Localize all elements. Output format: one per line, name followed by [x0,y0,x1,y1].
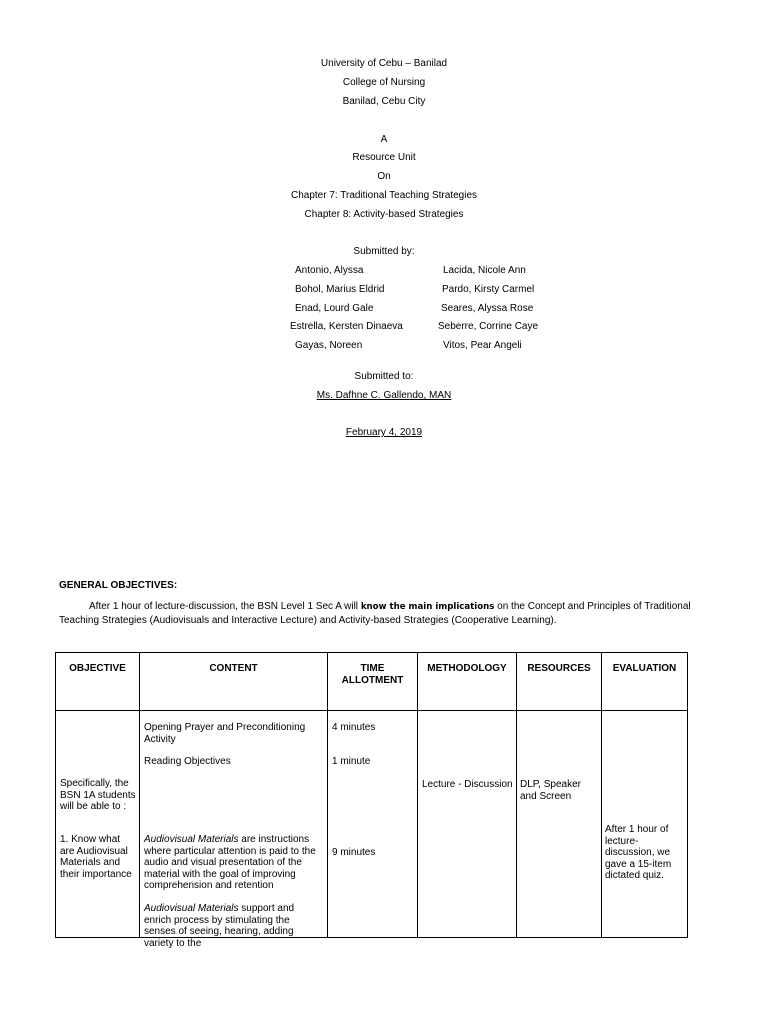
general-objectives-text: After 1 hour of lecture-discussion, the BSN Level 1 Sec A will know the main implications on the Concept and Principles of Traditional Teaching Strategies (Audiovisuals and Interactive Lecture) and Activity-based Strategies (Cooperative Learning). [59,601,691,626]
evaluation-text: After 1 hour of lecture-discussion, we gave a 15-item dictated quiz. [605,824,672,881]
objective-intro: Specifically, the BSN 1A students will be able to : [60,778,136,812]
objective-item-1: 1. Know what are Audiovisual Materials and their importance [60,834,132,880]
location: Banilad, Cebu City [342,96,426,107]
title-on: On [377,171,391,182]
header-content: CONTENT [140,653,328,711]
member-name: Gayas, Noreen [295,340,363,351]
member-name: Bohol, Marius Eldrid [295,284,385,295]
general-objectives-heading: GENERAL OBJECTIVES: [59,580,178,591]
content-reading: Reading Objectives [144,756,231,767]
title-resource-unit: Resource Unit [352,152,416,163]
header-objective: OBJECTIVE [56,653,140,711]
time-2: 1 minute [332,756,371,767]
submission-date: February 4, 2019 [345,427,423,438]
title-chapter7: Chapter 7: Traditional Teaching Strategies [290,190,478,201]
content-audiovisual-definition: Audiovisual Materials are instructions where particular attention is paid to the audio and visual presentation of the material with the goal of improving comprehension and retention [144,834,316,891]
content-audiovisual-support: Audiovisual Materials support and enrich process by stimulating the senses of seeing, hearing, adding variety to the [144,903,295,949]
member-name: Lacida, Nicole Ann [443,265,526,276]
methodology-cell [418,711,517,938]
header-evaluation: EVALUATION [602,653,688,711]
title-chapter8: Chapter 8: Activity-based Strategies [304,209,464,220]
submitted-by-label: Submitted by: [353,246,415,257]
member-name: Seares, Alyssa Rose [441,303,534,314]
methodology-text: Lecture - Discussion [422,779,513,790]
evaluation-cell [602,711,688,938]
member-name: Seberre, Corrine Caye [438,321,539,332]
header-time-allotment: TIME ALLOTMENT [328,653,418,711]
time-3: 9 minutes [332,847,376,858]
content-cell [140,711,328,949]
table-row [56,711,688,938]
content-opening: Opening Prayer and Preconditioning Activity [144,722,306,745]
objective-cell [56,711,140,938]
member-name: Pardo, Kirsty Carmel [442,284,535,295]
time-cell [328,711,418,938]
resources-text: DLP, Speaker and Screen [520,779,581,802]
resource-unit-table [55,652,688,949]
submitted-to-label: Submitted to: [354,371,414,382]
header-methodology: METHODOLOGY [418,653,517,711]
time-1: 4 minutes [332,722,376,733]
header-resources: RESOURCES [517,653,602,711]
member-name: Vitos, Pear Angeli [443,340,522,351]
college-name: College of Nursing [342,77,426,88]
member-name: Antonio, Alyssa [295,265,364,276]
university-name: University of Cebu – Banilad [320,58,448,69]
member-name: Estrella, Kersten Dinaeva [290,321,403,332]
title-a: A [380,134,388,145]
resources-cell [517,711,602,938]
instructor-name: Ms. Dafhne C. Gallendo, MAN [316,390,452,401]
member-name: Enad, Lourd Gale [295,303,374,314]
